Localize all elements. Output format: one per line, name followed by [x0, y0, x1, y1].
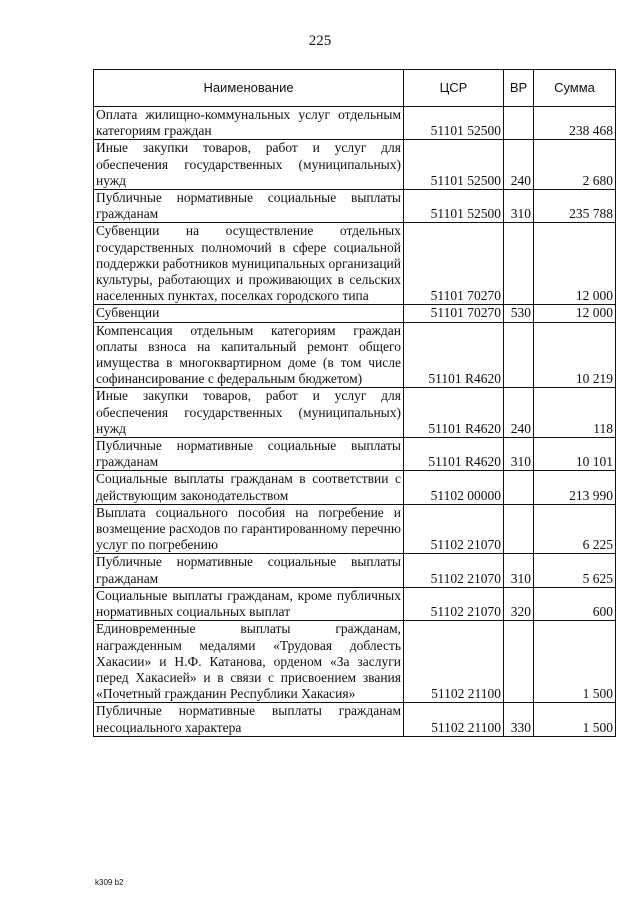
row-name: Субвенции [94, 305, 404, 322]
table-row [94, 107, 616, 140]
header-row [94, 70, 616, 107]
row-vr: 310 [504, 554, 534, 587]
page-number: 225 [308, 33, 332, 49]
row-vr: 320 [504, 587, 534, 620]
row-name: Публичные нормативные выплаты гражданам несоциального характера [94, 703, 404, 736]
row-name: Публичные нормативные социальные выплаты гражданам [94, 554, 404, 587]
row-csr: 51102 21070 [404, 554, 504, 587]
row-sum: 1 500 [534, 703, 616, 736]
table-row [94, 322, 616, 388]
row-csr: 51101 70270 [404, 223, 504, 305]
row-vr: 530 [504, 305, 534, 322]
row-name: Публичные нормативные социальные выплаты гражданам [94, 438, 404, 471]
header-csr: ЦСР [404, 70, 504, 107]
row-name: Социальные выплаты гражданам в соответствии с действующим законодательством [94, 471, 404, 504]
footer-code: k309 b2 [95, 878, 124, 887]
row-sum: 12 000 [534, 223, 616, 305]
row-vr: 310 [504, 190, 534, 223]
row-vr [504, 223, 534, 305]
table-row [94, 621, 616, 703]
row-vr [504, 504, 534, 554]
row-csr: 51101 52500 [404, 190, 504, 223]
header-sum: Сумма [534, 70, 616, 107]
table-row [94, 388, 616, 438]
row-sum: 213 990 [534, 471, 616, 504]
row-vr [504, 107, 534, 140]
row-sum: 10 219 [534, 322, 616, 388]
table-row [94, 438, 616, 471]
row-name: Иные закупки товаров, работ и услуг для обеспечения государственных (муниципальных) нужд [94, 388, 404, 438]
row-csr: 51101 52500 [404, 140, 504, 190]
row-csr: 51101 R4620 [404, 322, 504, 388]
row-sum: 600 [534, 587, 616, 620]
row-name: Единовременные выплаты гражданам, награжденным медалями «Трудовая доблесть Хакасии» и Н.Ф. Катанова, орденом «За заслуги перед Хакасией» и в связи с присвоением звания «Почетный гражданин Республики Хакасия» [94, 621, 404, 703]
table-row [94, 305, 616, 322]
row-sum: 5 625 [534, 554, 616, 587]
row-vr: 330 [504, 703, 534, 736]
row-csr: 51101 52500 [404, 107, 504, 140]
row-csr: 51102 21100 [404, 703, 504, 736]
row-vr: 310 [504, 438, 534, 471]
table-row [94, 471, 616, 504]
row-sum: 12 000 [534, 305, 616, 322]
row-sum: 235 788 [534, 190, 616, 223]
row-sum: 238 468 [534, 107, 616, 140]
row-sum: 10 101 [534, 438, 616, 471]
row-name: Социальные выплаты гражданам, кроме публичных нормативных социальных выплат [94, 587, 404, 620]
header-name: Наименование [94, 70, 404, 107]
row-sum: 1 500 [534, 621, 616, 703]
row-csr: 51101 70270 [404, 305, 504, 322]
budget-table [93, 69, 616, 737]
table-row [94, 504, 616, 554]
row-name: Оплата жилищно-коммунальных услуг отдельным категориям граждан [94, 107, 404, 140]
row-vr [504, 322, 534, 388]
table-row [94, 223, 616, 305]
row-sum: 118 [534, 388, 616, 438]
row-name: Компенсация отдельным категориям граждан оплаты взноса на капитальный ремонт общего имущества в многоквартирном доме (в том числе софинансирование с федеральным бюджетом) [94, 322, 404, 388]
row-vr [504, 621, 534, 703]
header-vr: ВР [504, 70, 534, 107]
row-sum: 6 225 [534, 504, 616, 554]
row-name: Публичные нормативные социальные выплаты гражданам [94, 190, 404, 223]
table-row [94, 554, 616, 587]
row-csr: 51102 21070 [404, 504, 504, 554]
row-csr: 51102 21070 [404, 587, 504, 620]
table-row [94, 587, 616, 620]
row-vr: 240 [504, 388, 534, 438]
row-sum: 2 680 [534, 140, 616, 190]
row-name: Субвенции на осуществление отдельных государственных полномочий в сфере социальной поддержки работников муниципальных организаций культуры, работающих и проживающих в сельских населенных пунктах, поселках городского типа [94, 223, 404, 305]
row-csr: 51101 R4620 [404, 388, 504, 438]
row-csr: 51102 21100 [404, 621, 504, 703]
row-vr: 240 [504, 140, 534, 190]
table-row [94, 190, 616, 223]
row-name: Выплата социального пособия на погребение и возмещение расходов по гарантированному перечню услуг по погребению [94, 504, 404, 554]
row-name: Иные закупки товаров, работ и услуг для обеспечения государственных (муниципальных) нужд [94, 140, 404, 190]
table-row [94, 703, 616, 736]
row-csr: 51101 R4620 [404, 438, 504, 471]
row-vr [504, 471, 534, 504]
row-csr: 51102 00000 [404, 471, 504, 504]
table-row [94, 140, 616, 190]
